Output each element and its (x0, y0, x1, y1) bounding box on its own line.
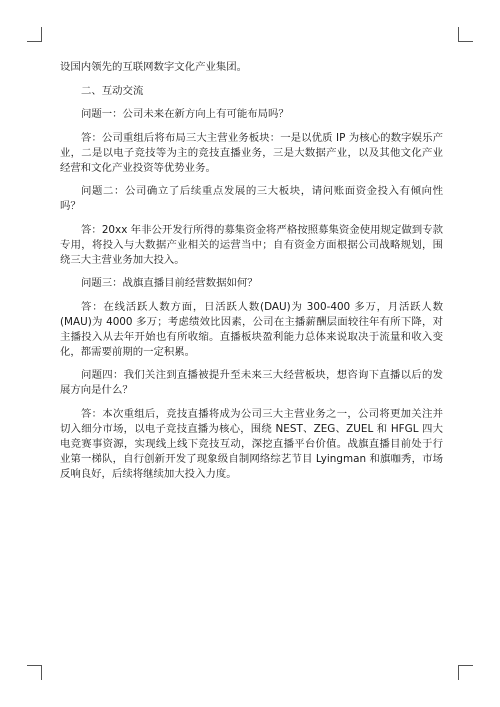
crop-mark-bottom-right (458, 665, 473, 680)
answer-4: 答：本次重组后，竞技直播将成为公司三大主营业务之一，公司将更加关注并切入细分市场，以电子竞技直播为核心，围绕 NEST、ZEG、ZUEL 和 HFGL 四大电竞赛事资源，实现线上线下竞技互动，深挖直播平台价值。战旗直播目前处于行业第一梯队，自行创新开发了现象级自制网络综艺节目 Lyingman 和旗咖秀，市场反响良好，后续将继续加大投入力度。 (60, 407, 443, 480)
answer-1: 答：公司重组后将布局三大主营业务板块：一是以优质 IP 为核心的数字娱乐产业，二是以电子竞技等为主的竞技直播业务，三是大数据产业，以及其他文化产业经营和文化产业投资等优势业务。 (60, 131, 443, 174)
question-1: 问题一：公司未来在新方向上有可能布局吗？ (81, 108, 289, 120)
document-body (60, 60, 443, 490)
answer-2: 答：20xx 年非公开发行所得的募集资金将严格按照募集资金使用规定做到专款专用，将投入与大数据产业相关的运营当中；自有资金方面根据公司战略规划，围绕三大主营业务加大投入。 (60, 223, 443, 266)
question-2: 问题二：公司确立了后续重点发展的三大板块，请问账面资金投入有倾向性吗？ (60, 185, 443, 212)
crop-mark-top-left (27, 27, 42, 42)
answer-3: 答：在线活跃人数方面，日活跃人数(DAU)为 300-400 多万，月活跃人数(MAU)为 4000 多万；考虑绩效比因素，公司在主播薪酬层面较往年有所下降，对主播投入从去年开始也有所收缩。直播板块盈利能力总体来说取决于流量和收入变化，都需要前期的一定积累。 (60, 300, 443, 358)
question-4: 问题四：我们关注到直播被提升至未来三大经营板块，想咨询下直播以后的发展方向是什么？ (60, 369, 443, 396)
crop-mark-bottom-left (27, 665, 42, 680)
crop-mark-top-right (458, 27, 473, 42)
question-3: 问题三：战旗直播目前经营数据如何？ (81, 277, 258, 289)
paragraph-continuation: 设国内领先的互联网数字文化产业集团。 (60, 61, 248, 73)
section-heading: 二、互动交流 (81, 84, 144, 97)
